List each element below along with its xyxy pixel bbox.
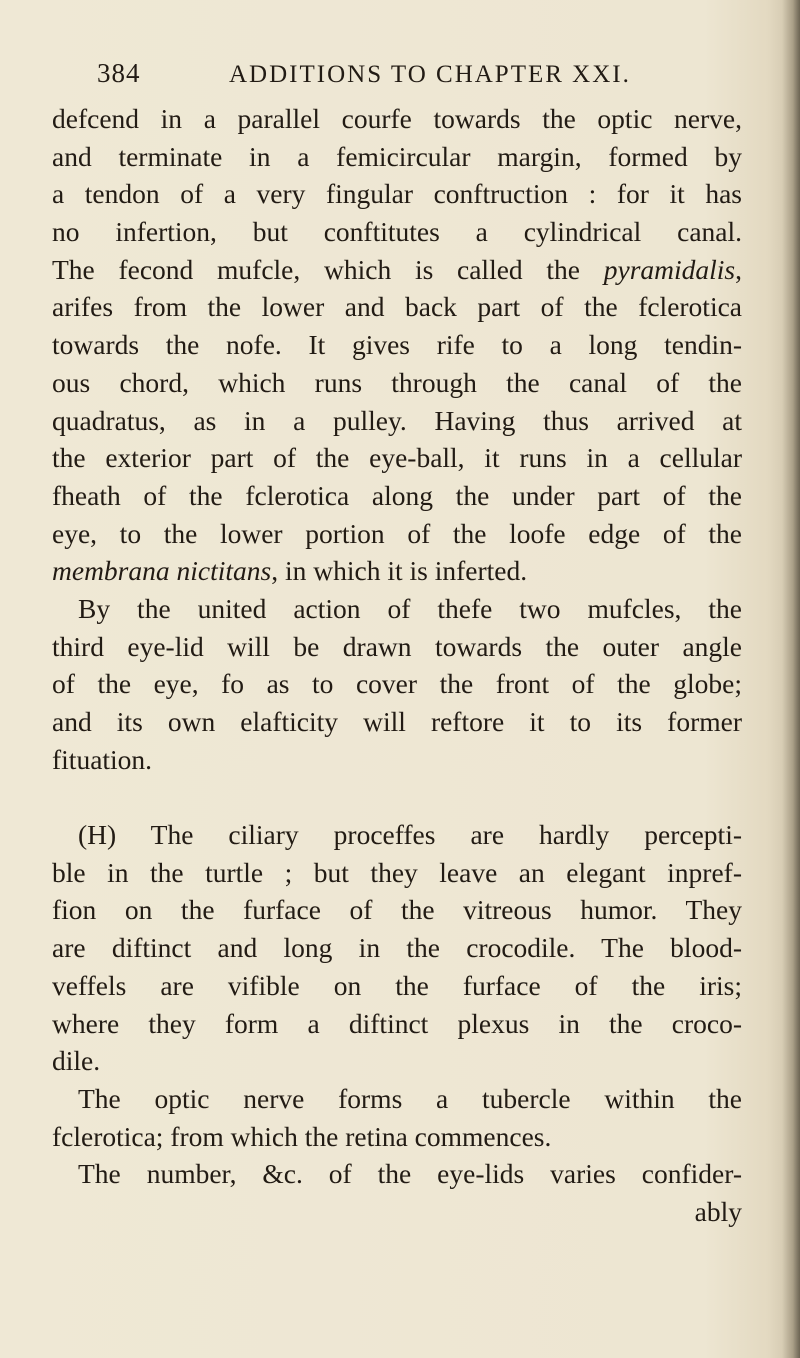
text-line: of the eye, fo as to cover the front of the globe; [52, 668, 742, 700]
running-head: ADDITIONS TO CHAPTER XXI. [229, 61, 631, 88]
text-line: eye, to the lower portion of the loofe edge of the [52, 517, 742, 549]
page-edge-shadow [782, 0, 800, 1358]
text-line: The fecond mufcle, which is called the pyramidalis, [52, 253, 742, 285]
text-line: the exterior part of the eye-ball, it runs in a cellular [52, 442, 742, 474]
text-line: fheath of the fclerotica along the under part of the [52, 479, 742, 511]
text-line: ous chord, which runs through the canal of the [52, 366, 742, 398]
text-line: fion on the furface of the vitreous humor. They [52, 894, 742, 926]
catchword: ably [694, 1195, 742, 1227]
text-line: veffels are vifible on the furface of the iris; [52, 969, 742, 1001]
text-line: (H) The ciliary proceffes are hardly percepti- [78, 819, 742, 851]
paragraph-gap [52, 778, 742, 816]
text-line: membrana nictitans, in which it is inferted. [52, 555, 528, 587]
text-line: dile. [52, 1045, 101, 1077]
text-line: quadratus, as in a pulley. Having thus arrived at [52, 404, 742, 436]
text-line: ble in the turtle ; but they leave an elegant inpref- [52, 856, 742, 888]
text-line: and its own elafticity will reftore it to its former [52, 706, 742, 737]
italic-term: membrana nictitans [52, 555, 272, 587]
text-line: The number, &c. of the eye-lids varies confider- [78, 1158, 742, 1190]
page-header [97, 58, 737, 92]
text-line: The optic nerve forms a tubercle within the [78, 1082, 742, 1114]
italic-term: pyramidalis [603, 253, 736, 285]
text-line: a tendon of a very fingular conftruction : for it has [52, 178, 742, 210]
text-line: By the united action of thefe two mufcles, the [78, 592, 742, 624]
page-number: 384 [97, 58, 141, 88]
text-line: and terminate in a femicircular margin, formed by [52, 140, 742, 172]
text-line: defcend in a parallel courfe towards the optic nerve, [52, 103, 742, 134]
body-text [52, 100, 742, 1231]
text-line: are diftinct and long in the crocodile. The blood- [52, 932, 742, 964]
text-line: fituation. [52, 743, 153, 775]
text-line: fclerotica; from which the retina commences. [52, 1120, 552, 1152]
text-line: where they form a diftinct plexus in the croco- [52, 1007, 742, 1039]
text-line: third eye-lid will be drawn towards the outer angle [52, 630, 742, 662]
text-line: no infertion, but conftitutes a cylindrical canal. [52, 216, 742, 248]
text-line: arifes from the lower and back part of the fclerotica [52, 291, 742, 323]
text-line: towards the nofe. It gives rife to a long tendin- [52, 329, 742, 361]
